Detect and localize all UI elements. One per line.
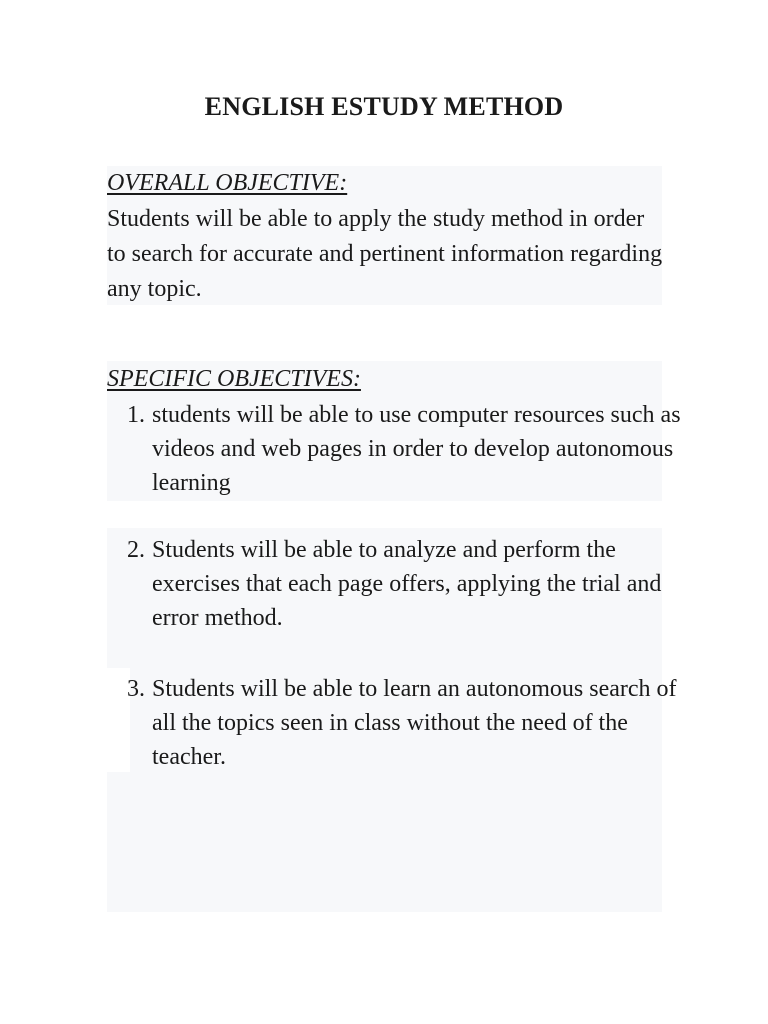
objective-number: 3. [127,676,145,702]
specific-objectives-heading: SPECIFIC OBJECTIVES: [107,366,361,392]
objective-number: 2. [127,537,145,563]
objective-text: Students will be able to learn an autonomous search of all the topics seen in class without the need of the teacher. [152,676,677,770]
overall-objective-heading: OVERALL OBJECTIVE: [107,170,348,196]
specific-highlight-4 [107,772,662,912]
overall-objective-text: Students will be able to apply the study method in order to search for accurate and pertinent information regarding any topic. [107,206,663,302]
objective-number: 1. [127,402,145,428]
document-title: ENGLISH ESTUDY METHOD [204,92,564,121]
objective-text: students will be able to use computer resources such as videos and web pages in order to develop autonomous learning [152,402,681,496]
objective-text: Students will be able to analyze and perform the exercises that each page offers, applying the trial and error method. [152,537,662,631]
